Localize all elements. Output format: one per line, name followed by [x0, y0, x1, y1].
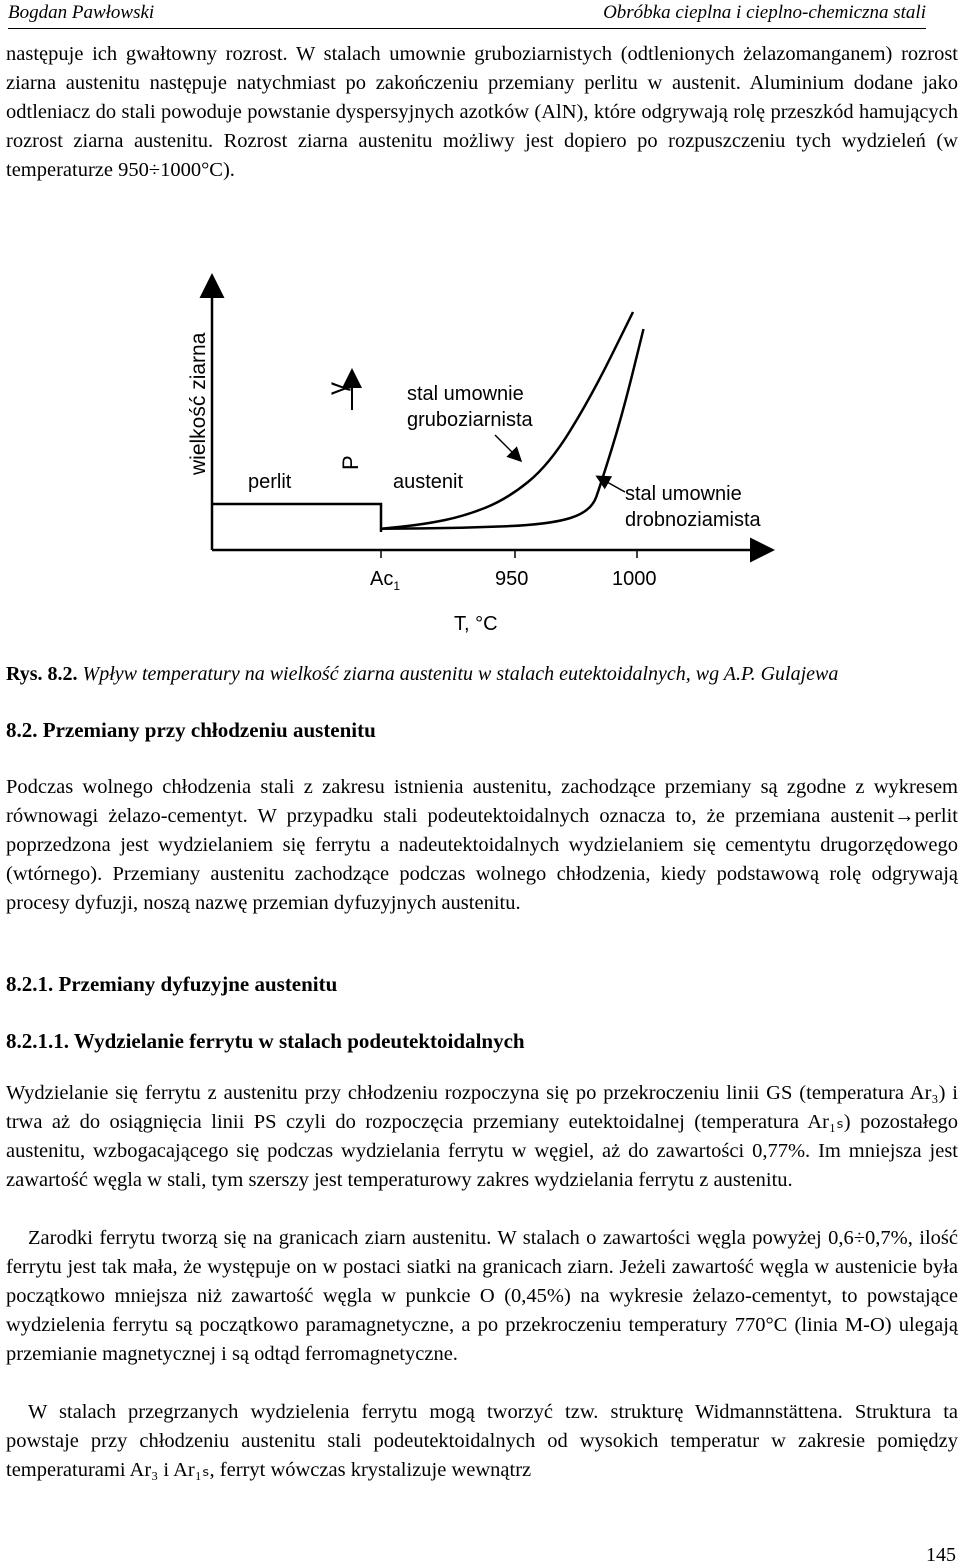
- y-axis-label: wielkość ziarna: [187, 332, 210, 475]
- grain-size-chart: [0, 0, 960, 660]
- gamma-label: γ: [321, 382, 351, 395]
- header-author: Bogdan Pawłowski: [8, 2, 155, 23]
- caption-text: Wpływ temperatury na wielkość ziarna austenitu w stalach eutektoidalnych, wg A.P. Gulajewa: [82, 663, 839, 685]
- x-tick-950: 950: [495, 568, 529, 590]
- perlit-line: [212, 504, 381, 532]
- caption-label: Rys. 8.2.: [6, 663, 78, 685]
- paragraph-grain-growth: następuje ich gwałtowny rozrost. W stalach umownie gruboziarnistych (odtlenionych żelazomanganem) rozrost ziarna austenitu następuje natychmiast po zakończeniu przemiany perlitu w austenit. Aluminium dodane jako odtleniacz do stali powoduje powstanie dyspersyjnych azotków (AlN), które odgrywają rolę przeszkód hamujących rozrost ziarna austenitu. Rozrost ziarna austenitu możliwy jest dopiero po rozpuszczeniu tych wydzieleń (w temperaturze 950÷1000°C).: [6, 43, 958, 181]
- coarse-arrow: [495, 435, 520, 460]
- coarse-label-2: gruboziarnista: [407, 409, 533, 431]
- austenit-label: austenit: [393, 471, 464, 493]
- fine-label-1: stal umownie: [625, 483, 742, 505]
- x-tick-1000: 1000: [612, 568, 657, 590]
- x-tick-ac1: $Ac_1$: [370, 568, 401, 593]
- fine-label-2: drobnoziamista: [625, 509, 761, 531]
- header-title: Obróbka cieplna i cieplno-chemiczna stali: [603, 2, 926, 23]
- page-number: 145: [926, 1544, 956, 1566]
- heading-cooling-transformations: 8.2. Przemiany przy chłodzeniu austenitu: [6, 718, 376, 742]
- fine-arrow: [598, 477, 625, 492]
- heading-diffusion-transformations: 8.2.1. Przemiany dyfuzyjne austenitu: [6, 972, 338, 996]
- figure-caption: [6, 663, 838, 686]
- coarse-label-1: stal umownie: [407, 383, 524, 405]
- paragraph-slow-cooling: Podczas wolnego chłodzenia stali z zakresu istnienia austenitu, zachodzące przemiany są zgodne z wykresem równowagi żelazo-cementyt. W przypadku stali podeutektoidalnych oznacza to, że przemiana austenit→perlit poprzedzona jest wydzielaniem się ferrytu a nadeutektoidalnych wydzielaniem się cementytu drugorzędowego (wtórnego). Przemiany austenitu zachodzące podczas wolnego chłodzenia, kiedy podstawową rolę odgrywają procesy dyfuzji, noszą nazwę przemian dyfuzyjnych austenitu.: [6, 776, 958, 914]
- paragraph-ferrite-start: Wydzielanie się ferrytu z austenitu przy chłodzeniu rozpoczyna się po przekroczeniu linii GS (temperatura Ar₃) i trwa aż do osiągnięcia linii PS czyli do rozpoczęcia przemiany eutektoidalnej (temperatura Ar₁ₛ) pozostałego austenitu, wzbogacającego się podczas wydzielania ferrytu w węgiel, aż do zawartości 0,77%. Im mniejsza jest zawartość węgla w stali, tym szerszy jest temperaturowy zakres wydzielania ferrytu z austenitu.: [6, 1082, 958, 1191]
- paragraph-widmanstatten: W stalach przegrzanych wydzielenia ferrytu mogą tworzyć tzw. strukturę Widmannstättena. Struktura ta powstaje przy chłodzeniu austenitu stali podeutektoidalnych od wysokich temperatur w zakresie pomiędzy temperaturami Ar₃ i Ar₁ₛ, ferryt wówczas krystalizuje wewnątrz: [6, 1401, 958, 1481]
- paragraph-ferrite-nuclei: Zarodki ferrytu tworzą się na granicach ziarn austenitu. W stalach o zawartości węgla powyżej 0,6÷0,7%, ilość ferrytu jest tak mała, że występuje on w postaci siatki na granicach ziarn. Jeżeli zawartość węgla w austenicie była początkowo mniejsza niż zawartość węgla w punkcie O (0,45%) na wykresie żelazo-cementyt, to powstające wydzielenia ferrytu są początkowo paramagnetyczne, a po przekroczeniu temperatury 770°C (linia M-O) ulegają przemianie magnetycznej i są odtąd ferromagnetyczne.: [6, 1227, 958, 1365]
- x-axis-label: T, °C: [454, 613, 498, 635]
- transformation-label: P: [338, 455, 363, 470]
- heading-ferrite-precipitation: 8.2.1.1. Wydzielanie ferrytu w stalach podeutektoidalnych: [6, 1029, 525, 1053]
- perlit-label: perlit: [248, 471, 292, 493]
